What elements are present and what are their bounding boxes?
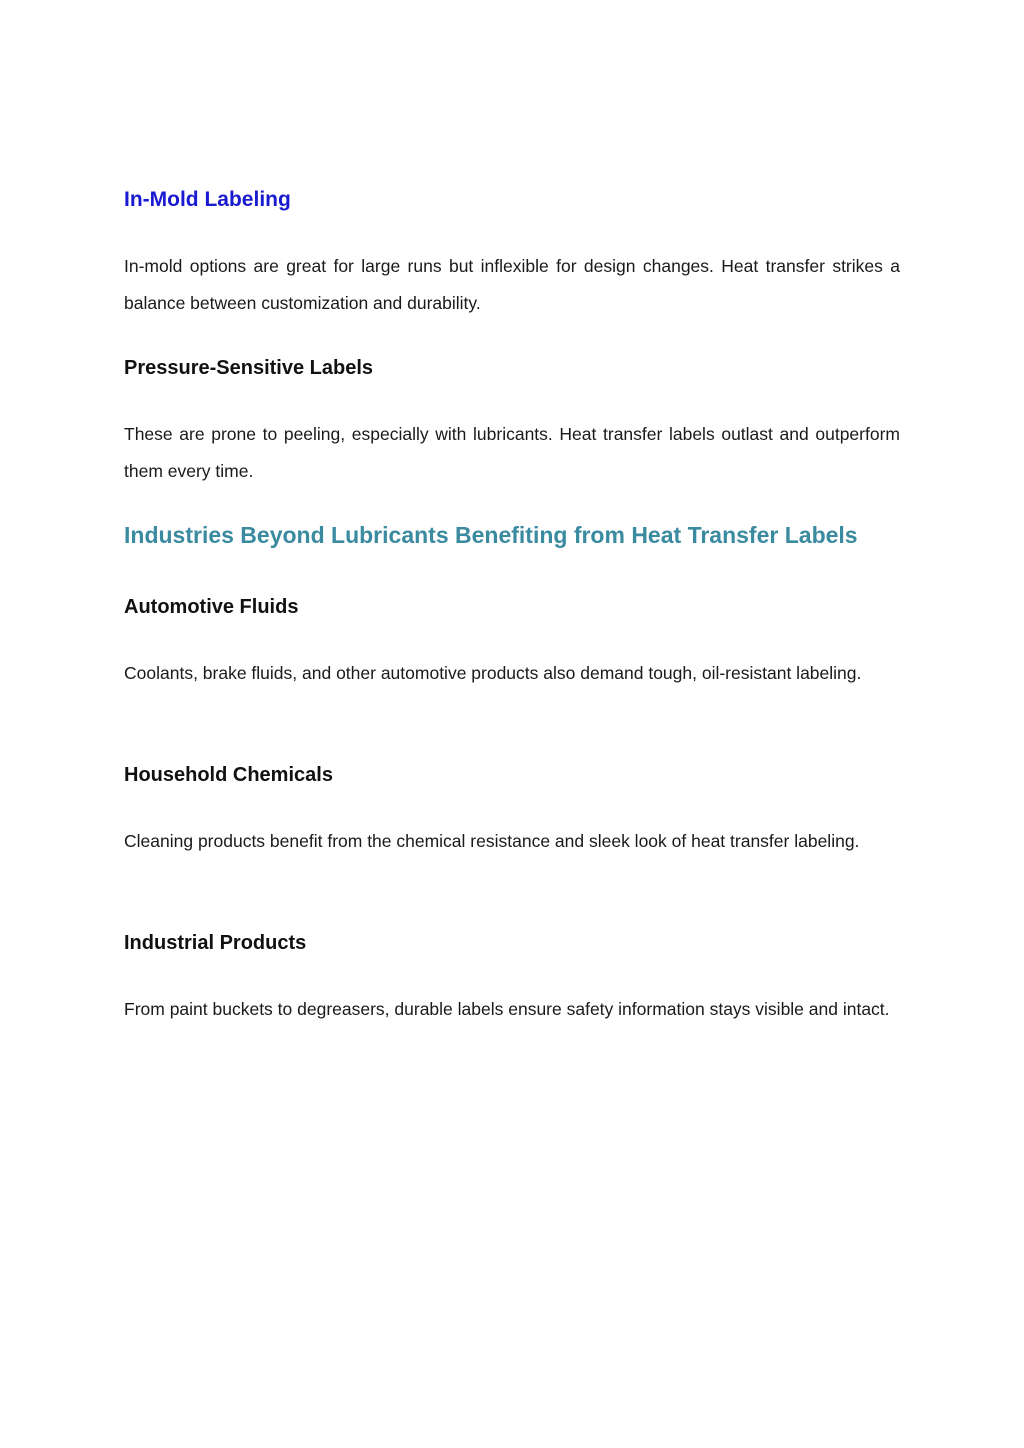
paragraph-in-mold-labeling: In-mold options are great for large runs but inflexible for design changes. Heat transfer strikes a balance between customization and durability. — [124, 256, 900, 313]
paragraph-industrial-products: From paint buckets to degreasers, durable labels ensure safety information stays visible and intact. — [124, 999, 890, 1019]
paragraph-pressure-sensitive-labels: These are prone to peeling, especially with lubricants. Heat transfer labels outlast and outperform them every time. — [124, 424, 900, 481]
paragraph-automotive-fluids: Coolants, brake fluids, and other automotive products also demand tough, oil-resistant labeling. — [124, 663, 862, 683]
heading-household-chemicals: Household Chemicals — [124, 764, 333, 786]
heading-industrial-products: Industrial Products — [124, 932, 307, 954]
heading-in-mold-labeling: In-Mold Labeling — [124, 188, 291, 211]
heading-automotive-fluids: Automotive Fluids — [124, 596, 299, 618]
paragraph-household-chemicals: Cleaning products benefit from the chemical resistance and sleek look of heat transfer labeling. — [124, 831, 860, 851]
heading-industries-beyond-lubricants: Industries Beyond Lubricants Benefiting from Heat Transfer Labels — [124, 522, 858, 548]
heading-pressure-sensitive-labels: Pressure-Sensitive Labels — [124, 357, 374, 379]
